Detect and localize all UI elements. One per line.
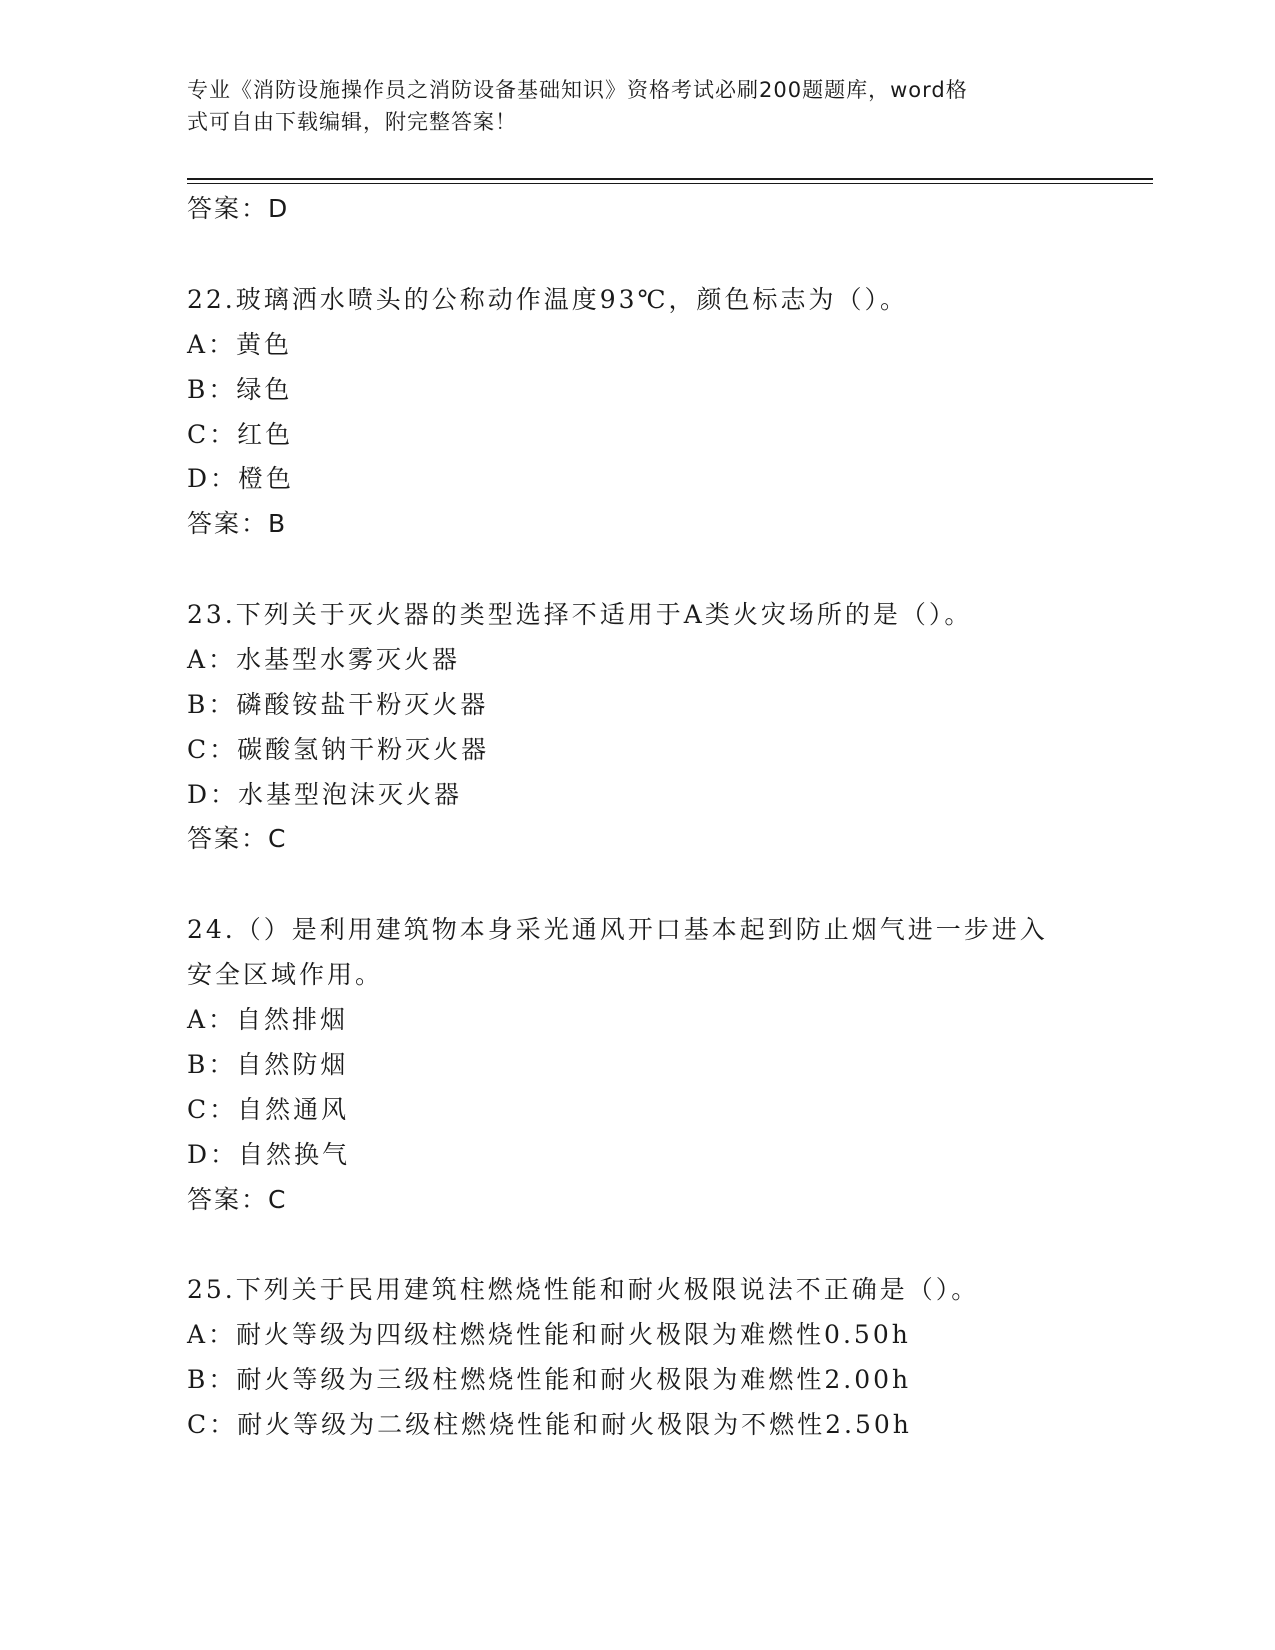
question-23-option-a: A：水基型水雾灭火器 [187, 645, 461, 674]
header-line-2: 式可自由下载编辑，附完整答案！ [187, 110, 517, 134]
header-line-1: 专业《消防设施操作员之消防设备基础知识》资格考试必刷200题题库，word格 [187, 78, 968, 102]
question-24-stem-line-1: 24.（）是利用建筑物本身采光通风开口基本起到防止烟气进一步进入 [187, 915, 1048, 944]
question-22-option-c: C：红色 [187, 420, 294, 449]
question-24-option-d: D：自然换气 [187, 1140, 351, 1169]
question-25-option-c: C：耐火等级为二级柱燃烧性能和耐火极限为不燃性2.50h [187, 1410, 912, 1439]
question-22-option-b: B：绿色 [187, 375, 293, 404]
question-25-option-a: A：耐火等级为四级柱燃烧性能和耐火极限为难燃性0.50h [187, 1320, 911, 1349]
question-24-option-c: C：自然通风 [187, 1095, 350, 1124]
question-23-option-c: C：碳酸氢钠干粉灭火器 [187, 735, 490, 764]
question-25-stem: 25.下列关于民用建筑柱燃烧性能和耐火极限说法不正确是（）。 [187, 1275, 980, 1304]
document-header [187, 74, 1067, 138]
question-23-answer: 答案：C [187, 824, 288, 853]
question-23-option-d: D：水基型泡沫灭火器 [187, 780, 463, 809]
question-24-option-b: B：自然防烟 [187, 1050, 349, 1079]
question-22-option-a: A：黄色 [187, 330, 293, 359]
question-24-answer: 答案：C [187, 1185, 288, 1214]
question-22-option-d: D：橙色 [187, 464, 295, 493]
previous-answer: 答案：D [187, 194, 290, 223]
header-divider-thick [187, 178, 1153, 180]
question-23-option-b: B：磷酸铵盐干粉灭火器 [187, 690, 489, 719]
question-25-option-b: B：耐火等级为三级柱燃烧性能和耐火极限为难燃性2.00h [187, 1365, 912, 1394]
question-23-stem: 23.下列关于灭火器的类型选择不适用于A类火灾场所的是（）。 [187, 600, 973, 629]
question-22-stem: 22.玻璃洒水喷头的公称动作温度93℃，颜色标志为（）。 [187, 285, 909, 314]
header-divider-thin [187, 183, 1153, 184]
question-24-stem-line-2: 安全区域作用。 [187, 960, 384, 989]
question-22-answer: 答案：B [187, 509, 288, 538]
question-24-option-a: A：自然排烟 [187, 1005, 349, 1034]
